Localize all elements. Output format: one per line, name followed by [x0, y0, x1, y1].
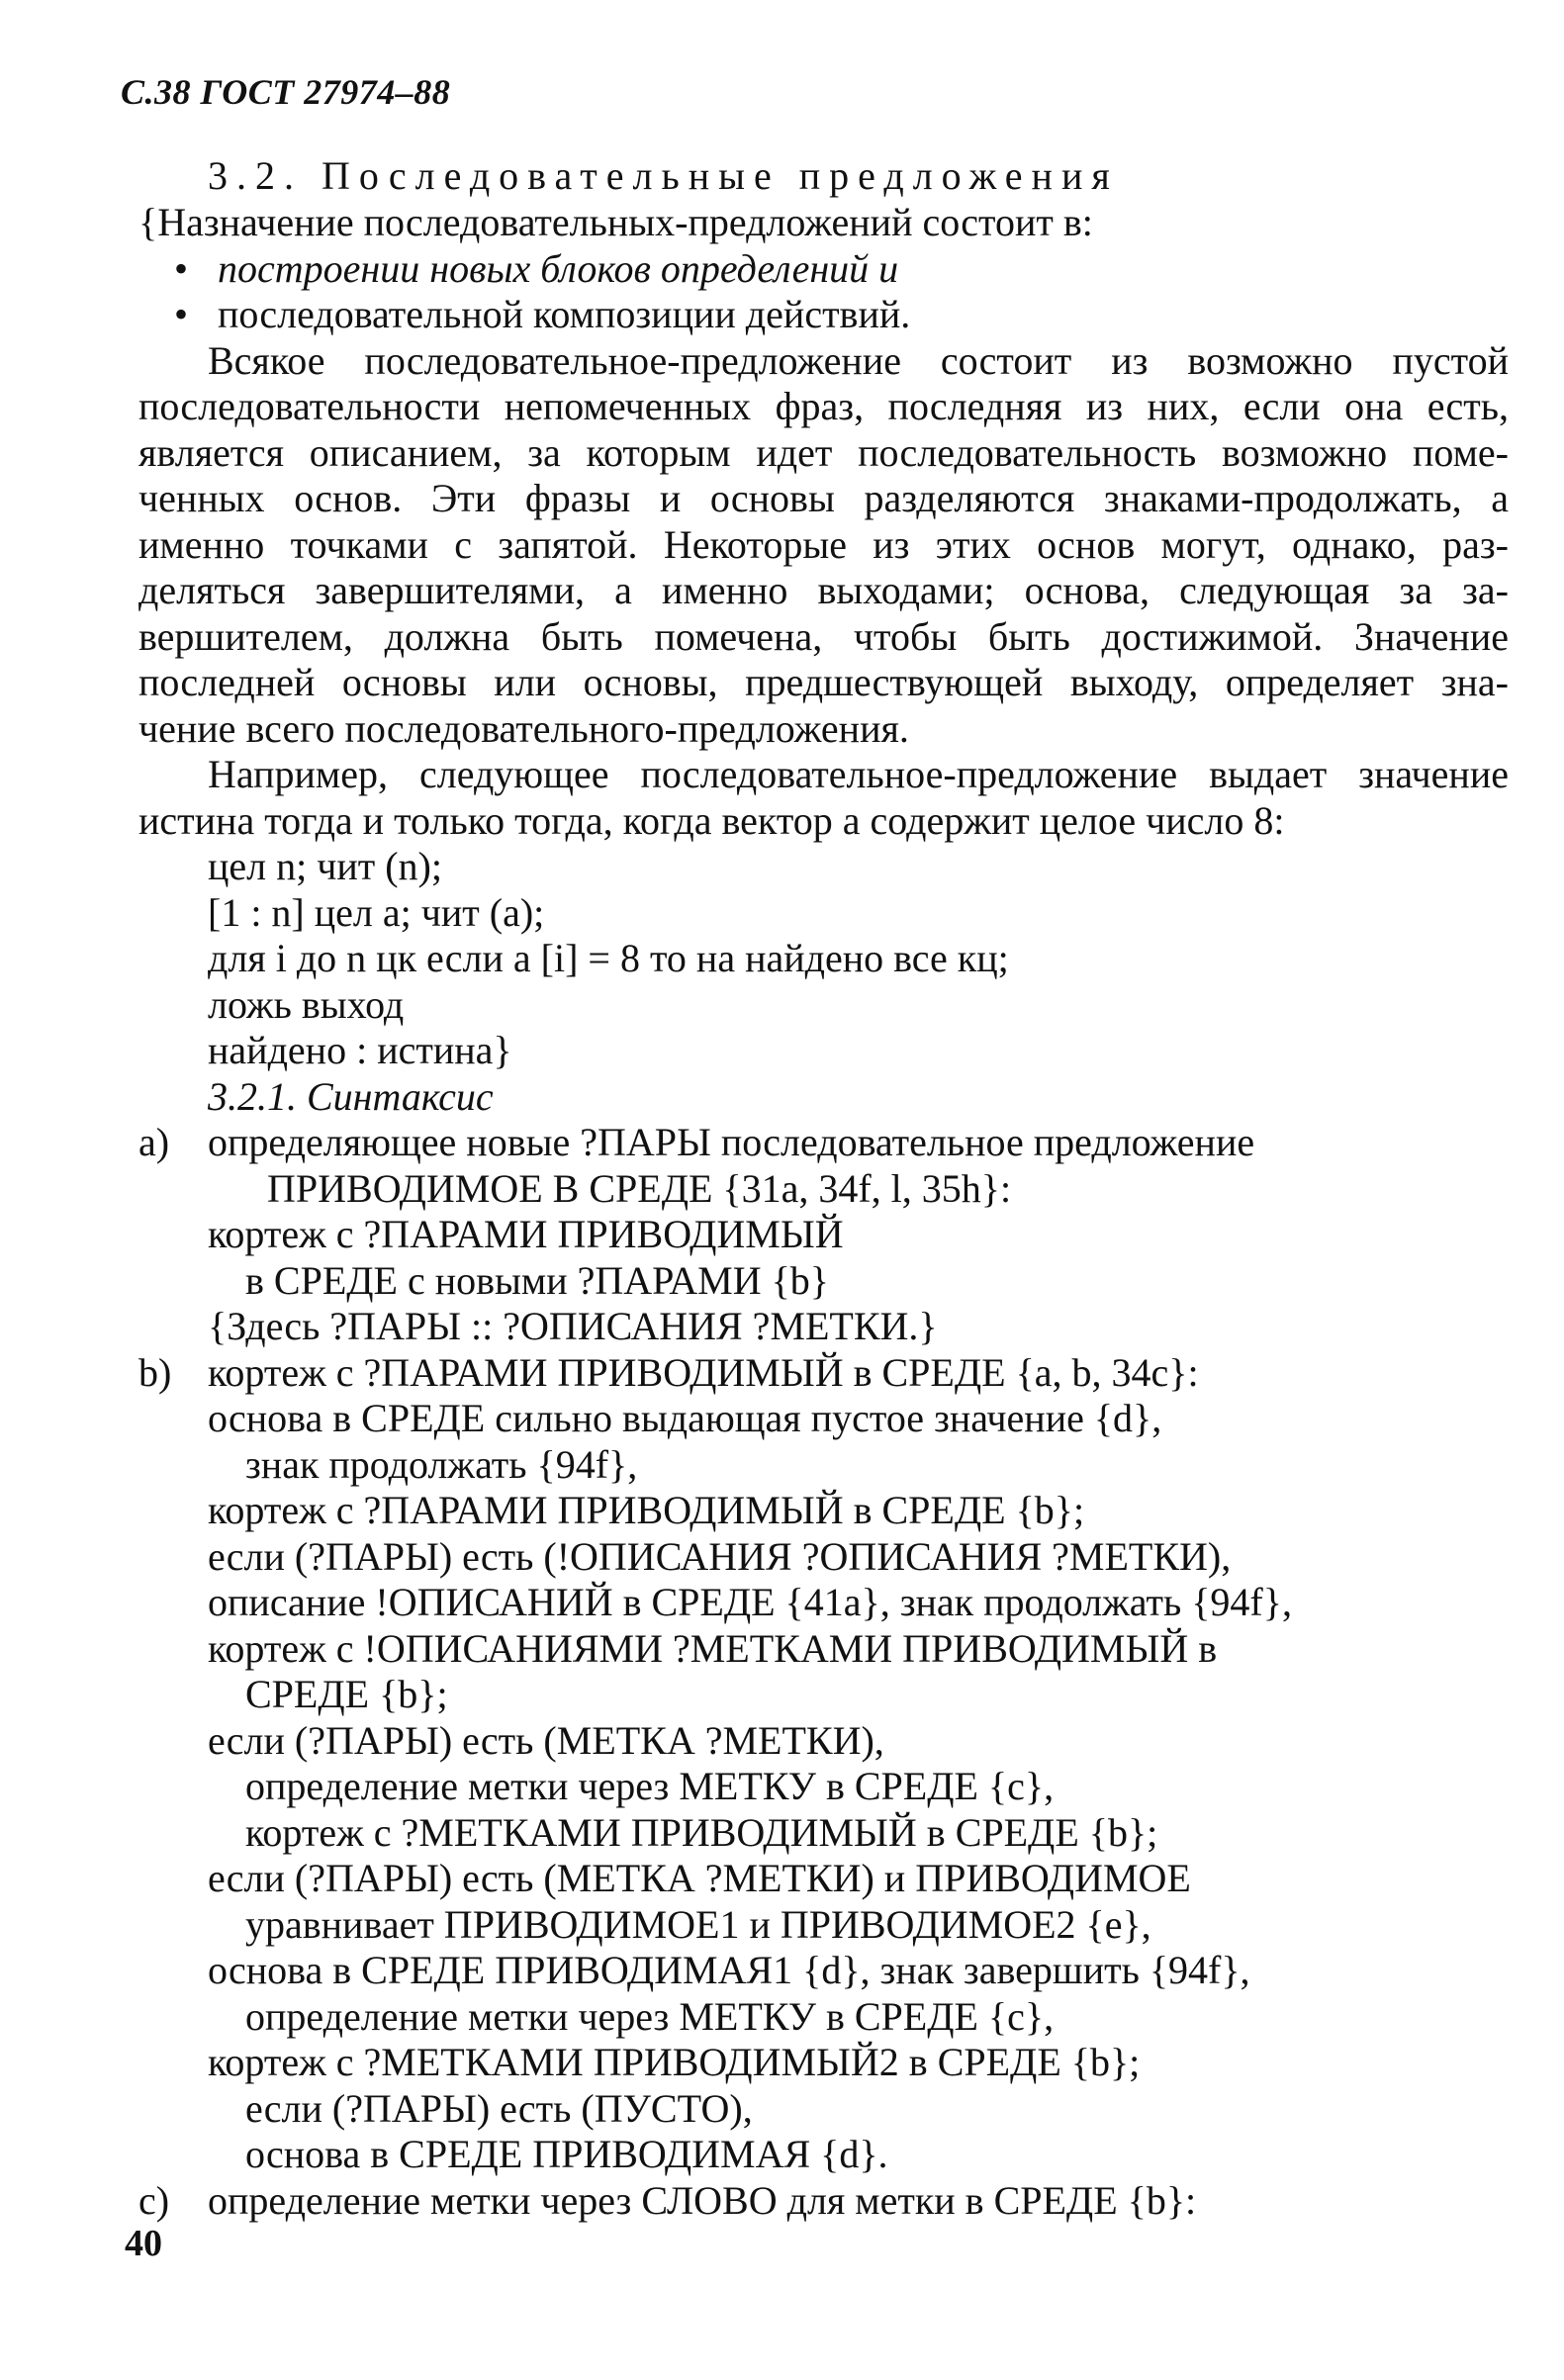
- rule-line: в СРЕДЕ с новыми ?ПАРАМИ {b}: [245, 1257, 829, 1303]
- code-line: найдено : истина}: [208, 1028, 512, 1072]
- bullet-text: построении новых блоков определений и: [218, 245, 899, 291]
- code-line: [1 : n] цел a; чит (a);: [208, 889, 545, 935]
- rule-text: определяющее новые ?ПАРЫ последовательное предложение: [208, 1120, 1255, 1164]
- rule-line: ПРИВОДИМОЕ В СРЕДЕ {31a, 34f, l, 35h}:: [267, 1165, 1012, 1211]
- rule-line: кортеж с !ОПИСАНИЯМИ ?МЕТКАМИ ПРИВОДИМЫЙ в: [208, 1625, 1218, 1671]
- rule-line: если (?ПАРЫ) есть (!ОПИСАНИЯ ?ОПИСАНИЯ ?МЕТКИ),: [208, 1533, 1232, 1579]
- paragraph-line: ченных основ. Эти фразы и основы разделяются знаками-продолжать, а: [138, 476, 1509, 520]
- rule-line: знак продолжать {94f},: [245, 1441, 638, 1487]
- paragraph-line: Всякое последовательное-предложение состоит из возможно пустой: [208, 337, 1509, 383]
- page-header: С.38 ГОСТ 27974–88: [121, 72, 451, 112]
- paragraph-line: деляться завершителями, а именно выходами; основа, следующая за за-: [138, 568, 1509, 612]
- rule-line: описание !ОПИСАНИЙ в СРЕДЕ {41a}, знак продолжать {94f},: [208, 1580, 1292, 1624]
- bullet-item: [138, 246, 1509, 293]
- subsection-text: 3.2.1. Синтаксис: [208, 1073, 494, 1119]
- paragraph-line: является описанием, за которым идет последовательность возможно поме-: [138, 429, 1509, 475]
- text-line: {Назначение последовательных-предложений состоит в:: [138, 200, 1093, 244]
- section-title: 3.2. Последовательные предложения: [208, 153, 1119, 198]
- rule-line: если (?ПАРЫ) есть (МЕТКА ?МЕТКИ),: [208, 1717, 884, 1763]
- rule-line: определение метки через МЕТКУ в СРЕДЕ {c},: [245, 1764, 1055, 1808]
- rule-c: [138, 2178, 1509, 2225]
- rule-line: кортеж с ?МЕТКАМИ ПРИВОДИМЫЙ2 в СРЕДЕ {b};: [208, 2040, 1141, 2084]
- bullet-item: • последовательной композиции действий.: [138, 292, 1509, 338]
- rule-line: определение метки через МЕТКУ в СРЕДЕ {c},: [245, 1993, 1055, 2039]
- paragraph-line: истина тогда и только тогда, когда вектор а содержит целое число 8:: [138, 797, 1285, 843]
- rule-line: основа в СРЕДЕ ПРИВОДИМАЯ1 {d}, знак завершить {94f},: [208, 1948, 1250, 1992]
- paragraph-line: вершителем, должна быть помечена, чтобы быть достижимой. Значение: [138, 613, 1509, 659]
- code-line: ложь выход: [208, 981, 405, 1027]
- rule-line: основа в СРЕДЕ сильно выдающая пустое значение {d},: [208, 1396, 1162, 1440]
- page-number: 40: [125, 2223, 162, 2264]
- rule-line: кортеж с ?МЕТКАМИ ПРИВОДИМЫЙ в СРЕДЕ {b};: [245, 1809, 1158, 1855]
- code-line: для i до n цк если a [i] = 8 то на найдено все кц;: [208, 936, 1009, 980]
- rule-label: a): [138, 1120, 170, 1164]
- rule-b: [138, 1350, 1509, 1397]
- rule-line: СРЕДЕ {b};: [245, 1672, 448, 1716]
- rule-line: основа в СРЕДЕ ПРИВОДИМАЯ {d}.: [245, 2132, 888, 2176]
- rule-a: [138, 1120, 1509, 1166]
- paragraph-line: Например, следующее последовательное-предложение выдает значение: [208, 752, 1509, 796]
- subsection-title: [138, 1074, 1509, 1121]
- rule-text: определение метки через СЛОВО для метки в СРЕДЕ {b}:: [208, 2177, 1197, 2223]
- paragraph-line: именно точками с запятой. Некоторые из этих основ могут, однако, раз-: [138, 521, 1509, 567]
- rule-line: кортеж с ?ПАРАМИ ПРИВОДИМЫЙ: [208, 1212, 844, 1256]
- paragraph-line: чение всего последовательного-предложения.: [138, 705, 909, 751]
- rule-line: кортеж с ?ПАРАМИ ПРИВОДИМЫЙ в СРЕДЕ {b};: [208, 1488, 1085, 1532]
- rule-line: если (?ПАРЫ) есть (МЕТКА ?МЕТКИ) и ПРИВОДИМОЕ: [208, 1856, 1191, 1900]
- document-body: [138, 200, 1509, 2224]
- rule-text: кортеж с ?ПАРАМИ ПРИВОДИМЫЙ в СРЕДЕ {a, b, 34c}:: [208, 1349, 1199, 1395]
- rule-label: b): [138, 1349, 172, 1395]
- rule-label: c): [138, 2177, 170, 2223]
- rule-line: {Здесь ?ПАРЫ :: ?ОПИСАНИЯ ?МЕТКИ.}: [208, 1304, 938, 1348]
- rule-line: если (?ПАРЫ) есть (ПУСТО),: [245, 2085, 753, 2131]
- paragraph-line: последовательности непомеченных фраз, последняя из них, если она есть,: [138, 384, 1509, 428]
- code-line: цел n; чит (n);: [208, 844, 442, 888]
- rule-line: уравнивает ПРИВОДИМОЕ1 и ПРИВОДИМОЕ2 {e},: [245, 1901, 1151, 1947]
- paragraph-line: последней основы или основы, предшествующей выходу, определяет зна-: [138, 660, 1509, 704]
